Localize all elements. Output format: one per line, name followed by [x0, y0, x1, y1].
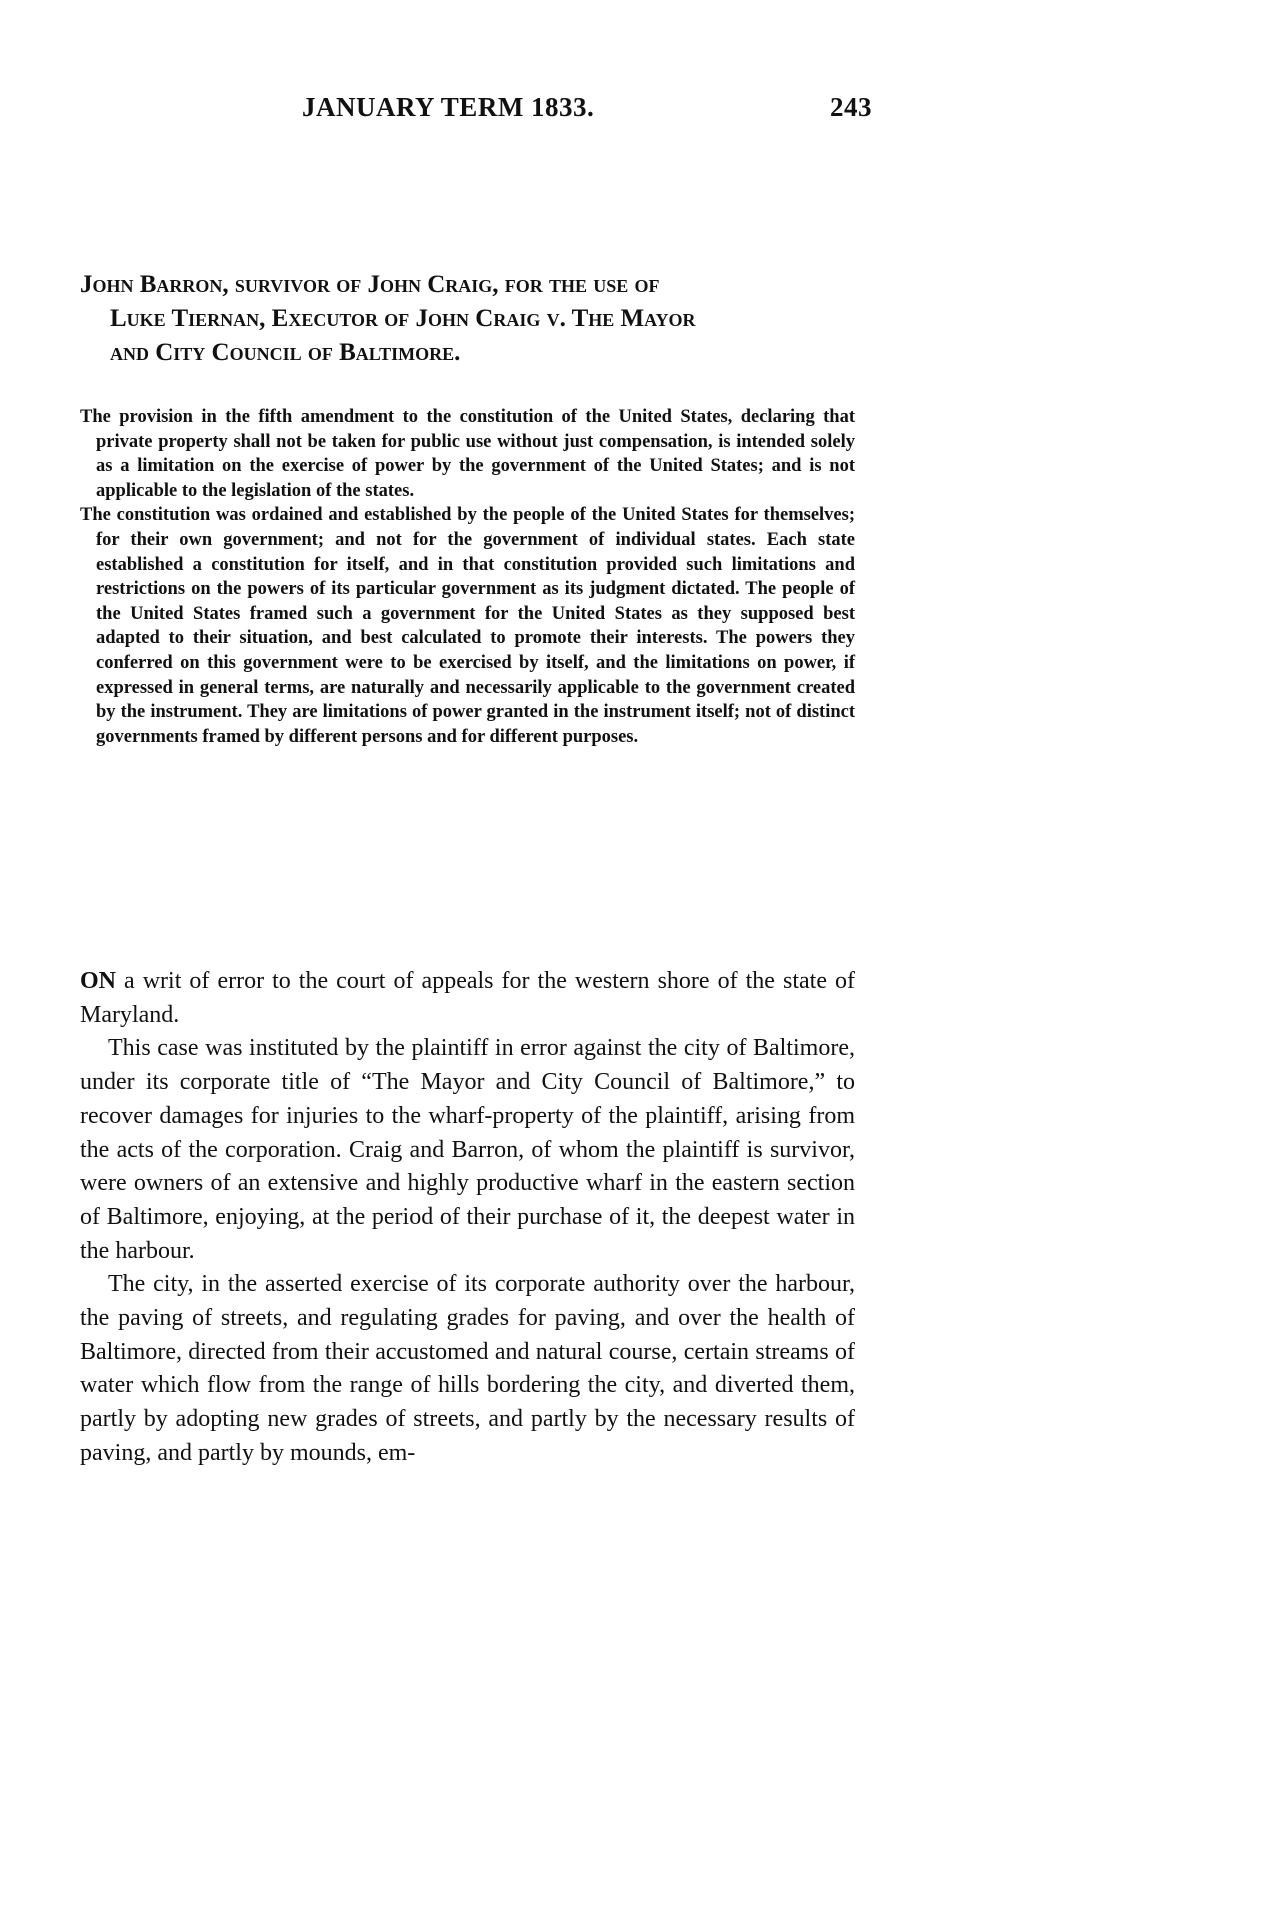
intro-text: a writ of error to the court of appeals for the western shore of the state of Maryland. — [80, 968, 855, 1028]
headnotes — [80, 405, 855, 749]
running-head — [302, 92, 942, 126]
body-paragraph: This case was instituted by the plaintiff in error against the city of Baltimore, under its corporate title of “The Mayor and City Council of Baltimore,” to recover damages for injuries to the wharf-property of the plaintiff, arising from the acts of the corporation. Craig and Barron, of whom the plaintiff is survivor, were owners of an extensive and highly productive wharf in the eastern section of Baltimore, enjoying, at the period of their purchase of it, the deepest water in the harbour. — [80, 1035, 855, 1264]
opinion-body — [80, 965, 855, 1471]
body-paragraph: The city, in the asserted exercise of its corporate authority over the harbour, the paving of streets, and regulating grades for paving, and over the health of Baltimore, directed from their accustomed and natural course, certain streams of water which flow from the range of hills bordering the city, and diverted them, partly by adopting new grades of streets, and partly by the necessary results of paving, and partly by mounds, em- — [80, 1271, 855, 1466]
case-title-line: John Barron, survivor of John Craig, for the use of — [80, 271, 660, 298]
lead-word: ON — [80, 968, 116, 994]
headnote: The provision in the fifth amendment to the constitution of the United States, declaring that private property shall not be taken for public use without just compensation, is intended solely as a limitation on the exercise of power by the government of the United States; and is not applicable to the legislation of the states. — [80, 407, 855, 501]
case-title-line: Luke Tiernan, Executor of John Craig v. The Mayor — [110, 305, 696, 332]
page-number: 243 — [830, 92, 872, 122]
term-heading: JANUARY TERM 1833. — [302, 92, 595, 122]
case-title — [80, 268, 855, 370]
case-title-line: and City Council of Baltimore. — [110, 339, 461, 366]
headnote: The constitution was ordained and established by the people of the United States for themselves; for their own government; and not for the government of individual states. Each state established a constitution for itself, and in that constitution provided such limitations and restrictions on the powers of its particular government as its judgment dictated. The people of the United States framed such a government for the United States as they supposed best adapted to their situation, and best calculated to promote their interests. The powers they conferred on this government were to be exercised by itself, and the limitations on power, if expressed in general terms, are naturally and necessarily applicable to the government created by the instrument. They are limitations of power granted in the instrument itself; not of distinct governments framed by different persons and for different purposes. — [80, 505, 855, 747]
intro-paragraph — [80, 965, 855, 1032]
